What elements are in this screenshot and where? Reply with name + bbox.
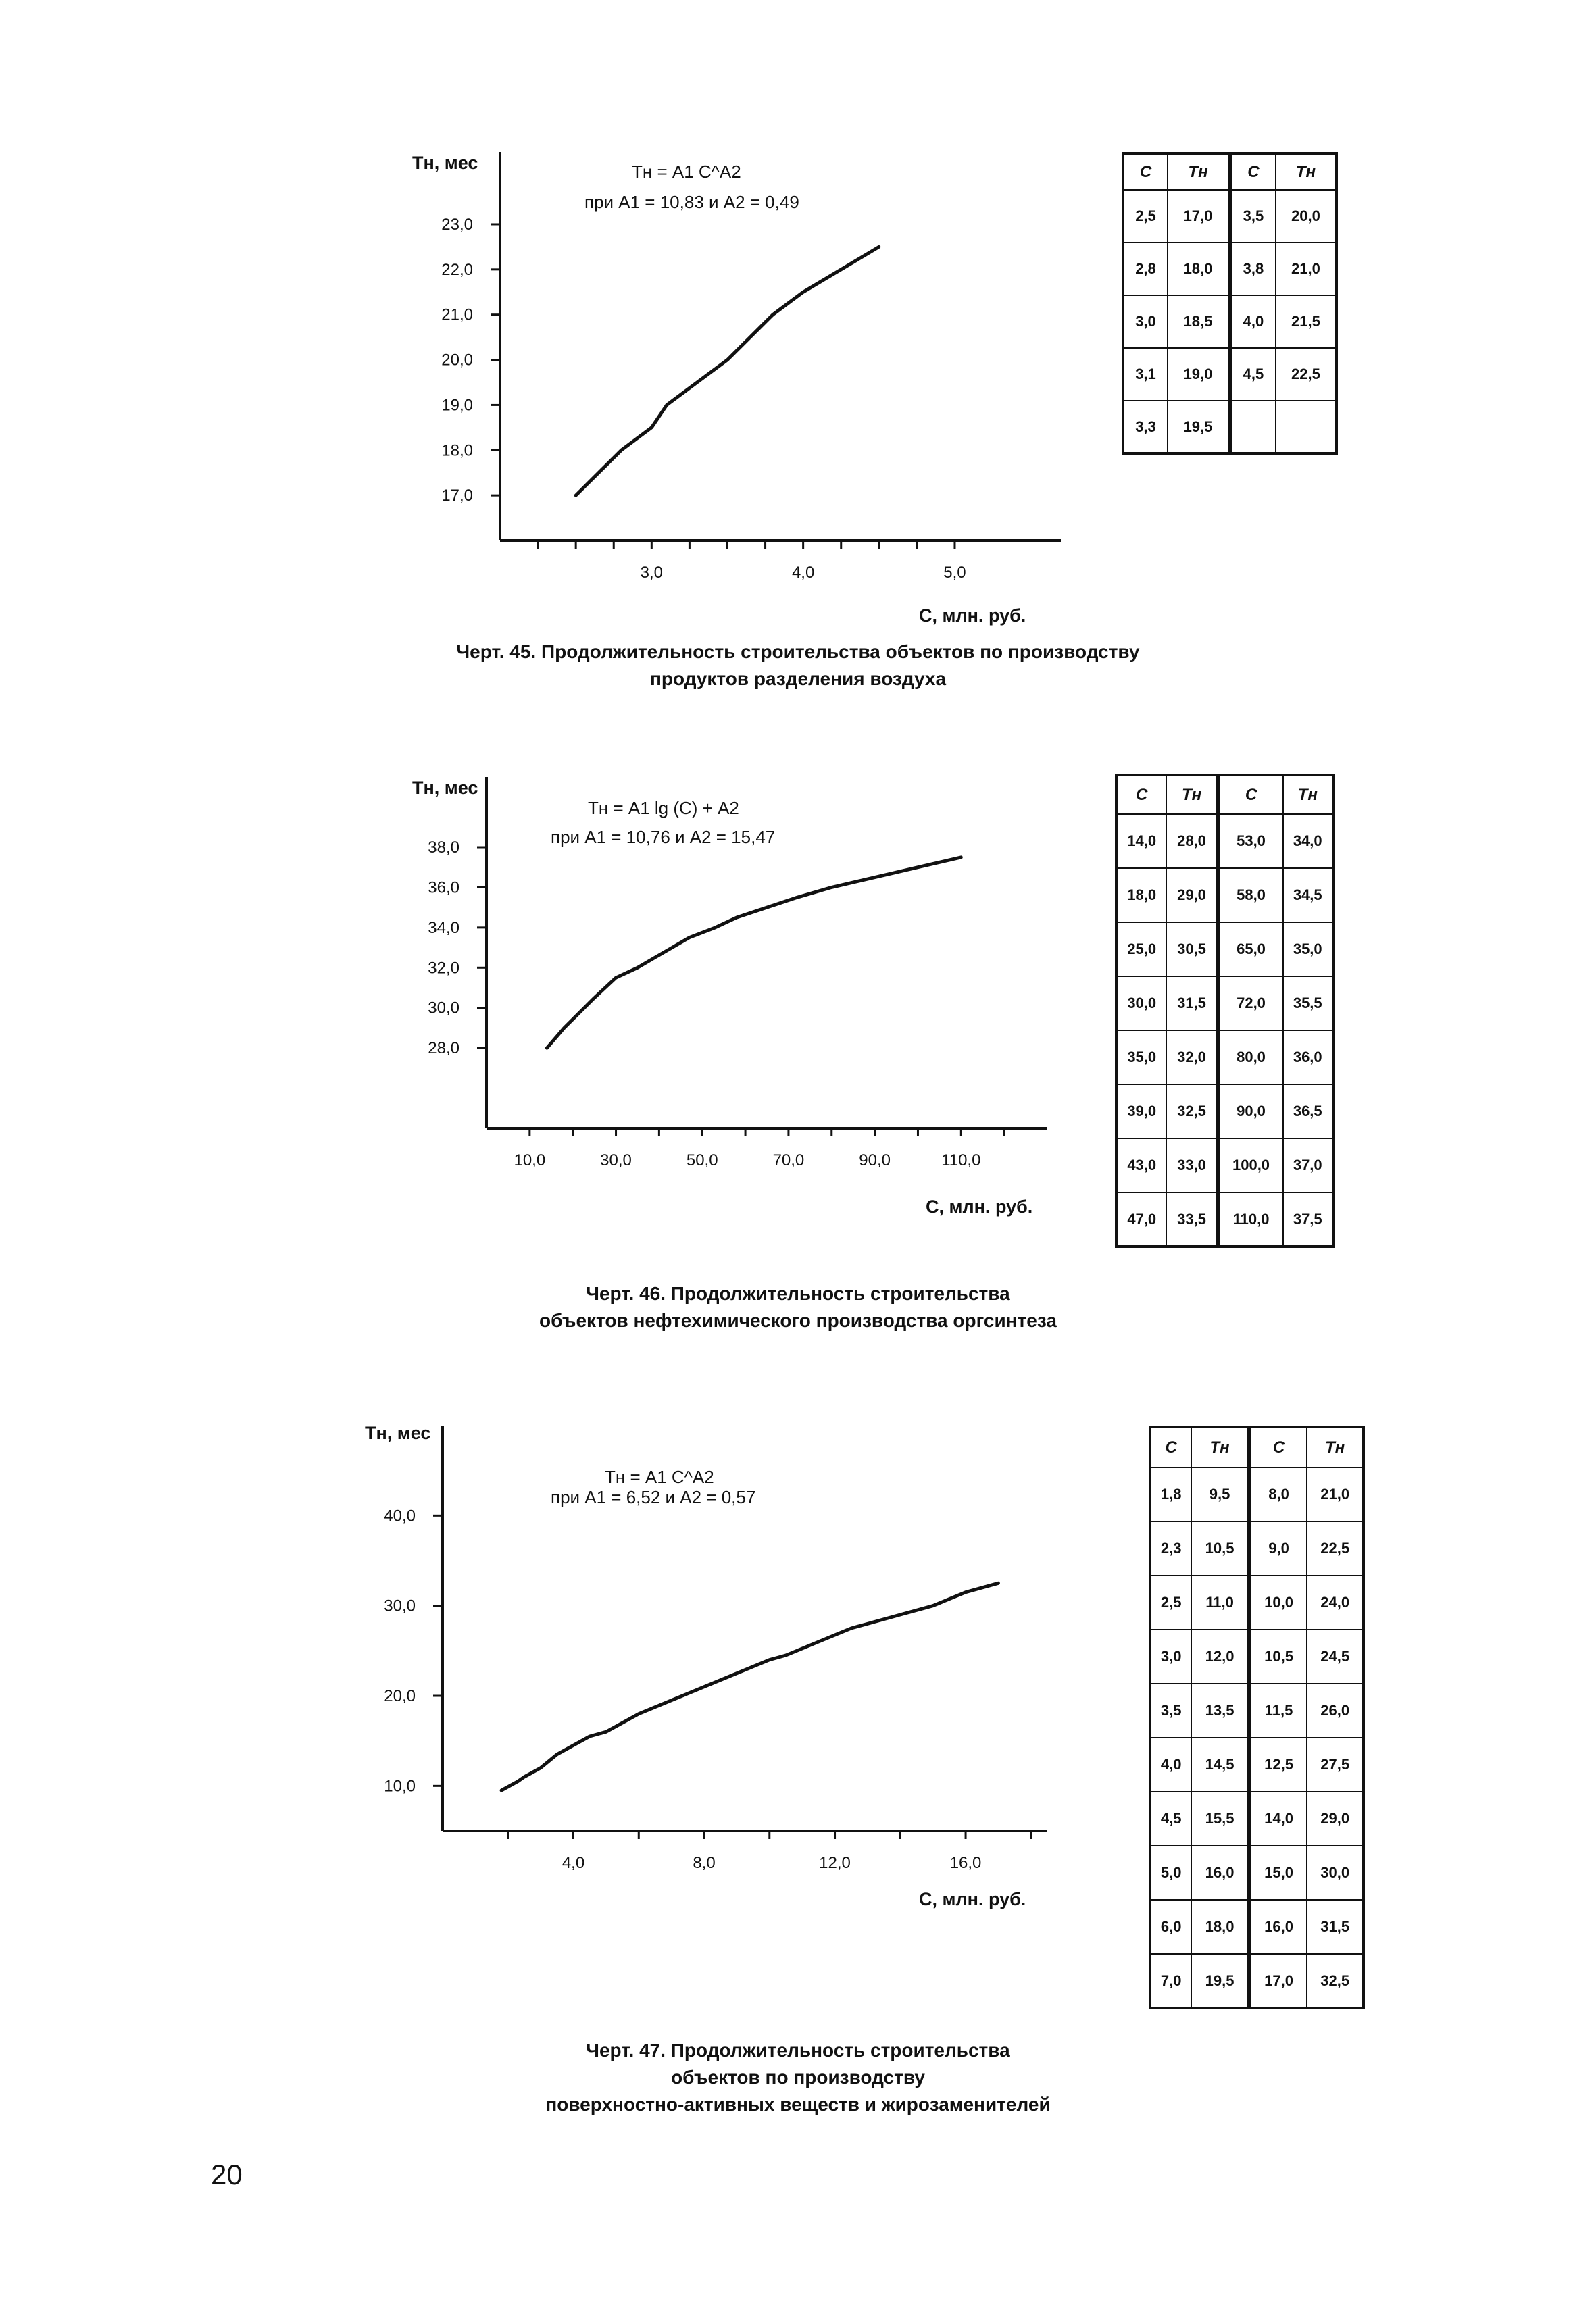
table-cell: 29,0 [1307,1792,1364,1846]
table-row [1150,1900,1364,1954]
table-row [1150,1467,1364,1521]
table-cell: 110,0 [1218,1192,1283,1247]
table-cell: 24,0 [1307,1576,1364,1630]
figure-caption: Черт. 45. Продолжительность строительства объектов по производству продуктов разделения воздуха [456,641,1140,689]
formula: Тн = А1 lg (С) + А2 [588,798,739,818]
table-cell: 65,0 [1218,922,1283,976]
table-cell: 19,0 [1168,348,1230,401]
table-cell: 14,5 [1191,1738,1249,1792]
table-cell: 17,0 [1249,1954,1307,2008]
table-header-cell: Тн [1168,153,1230,190]
table-row [1116,814,1333,868]
table-cell: 30,0 [1307,1846,1364,1900]
table-cell: 34,0 [1283,814,1334,868]
table-row [1150,1846,1364,1900]
table-cell: 31,5 [1166,976,1218,1030]
table-cell: 25,0 [1116,922,1166,976]
table-cell: 20,0 [1276,190,1337,243]
table-cell: 16,0 [1191,1846,1249,1900]
y-tick-label: 30,0 [384,1596,416,1615]
data-table-45 [1122,152,1338,455]
table-header-row [1116,775,1333,814]
y-tick-label: 20,0 [384,1687,416,1705]
y-tick-label: 10,0 [384,1777,416,1796]
table-cell: 15,0 [1249,1846,1307,1900]
table-row [1123,348,1337,401]
table-cell [1276,401,1337,453]
table-cell: 9,5 [1191,1467,1249,1521]
table-cell: 18,5 [1168,295,1230,348]
table-cell: 11,0 [1191,1576,1249,1630]
table-cell: 58,0 [1218,868,1283,922]
table-row [1116,1138,1333,1192]
table-row [1116,1084,1333,1138]
table-cell: 28,0 [1166,814,1218,868]
table-header-cell: Тн [1191,1427,1249,1467]
table-cell: 90,0 [1218,1084,1283,1138]
table-cell: 14,0 [1249,1792,1307,1846]
x-tick-label: 50,0 [686,1151,718,1169]
table-cell: 21,0 [1276,243,1337,295]
table-cell: 35,0 [1116,1030,1166,1084]
table-row [1150,1792,1364,1846]
x-tick-label: 3,0 [640,563,664,582]
table-cell: 4,5 [1150,1792,1191,1846]
table-cell: 39,0 [1116,1084,1166,1138]
table-header-cell: Тн [1307,1427,1364,1467]
table-cell: 22,5 [1276,348,1337,401]
x-tick-label: 30,0 [600,1151,632,1169]
table-cell: 53,0 [1218,814,1283,868]
y-axis-label: Тн, мес [412,153,478,173]
table-cell: 10,5 [1249,1630,1307,1684]
table-cell: 21,0 [1307,1467,1364,1521]
x-tick-label: 90,0 [859,1151,891,1169]
table-cell: 29,0 [1166,868,1218,922]
table-cell: 3,0 [1150,1630,1191,1684]
table-cell: 18,0 [1116,868,1166,922]
x-axis-label: С, млн. руб. [919,1889,1026,1909]
table-row [1116,922,1333,976]
table-cell: 43,0 [1116,1138,1166,1192]
table-cell: 1,8 [1150,1467,1191,1521]
y-tick-label: 18,0 [441,441,473,460]
table-cell: 16,0 [1249,1900,1307,1954]
formula: Тн = А1 С^А2 [605,1467,714,1487]
table-header-row [1150,1427,1364,1467]
x-tick-label: 110,0 [941,1151,981,1169]
table-row [1116,1192,1333,1247]
table-row [1123,190,1337,243]
table-cell: 26,0 [1307,1684,1364,1738]
table-cell: 27,5 [1307,1738,1364,1792]
table-cell: 32,5 [1166,1084,1218,1138]
table-cell: 19,5 [1168,401,1230,453]
y-tick-label: 40,0 [384,1507,416,1526]
table-header-cell: C [1230,153,1276,190]
y-tick-label: 34,0 [428,918,459,937]
table-cell: 12,0 [1191,1630,1249,1684]
table-header-cell: C [1116,775,1166,814]
table-cell: 37,0 [1283,1138,1334,1192]
table-cell: 35,0 [1283,922,1334,976]
table-cell: 3,8 [1230,243,1276,295]
table-row [1116,1030,1333,1084]
y-axis-label: Тн, мес [365,1423,431,1443]
table-row [1150,1738,1364,1792]
table-header-row [1123,153,1337,190]
table-row [1150,1684,1364,1738]
y-tick-label: 32,0 [428,959,459,978]
table-row [1123,243,1337,295]
table-row [1150,1630,1364,1684]
table-row [1150,1521,1364,1576]
figure-caption: Черт. 46. Продолжительность строительства объектов нефтехимического производства оргсинтеза [539,1283,1057,1331]
x-tick-label: 5,0 [943,563,966,582]
table-row [1123,401,1337,453]
table-cell: 10,5 [1191,1521,1249,1576]
x-tick-label: 12,0 [819,1854,851,1872]
table-cell: 2,3 [1150,1521,1191,1576]
table-cell: 32,5 [1307,1954,1364,2008]
table-cell: 13,5 [1191,1684,1249,1738]
table-cell: 21,5 [1276,295,1337,348]
table-cell: 19,5 [1191,1954,1249,2008]
y-tick-label: 38,0 [428,838,459,857]
x-tick-label: 4,0 [791,563,815,582]
table-cell: 72,0 [1218,976,1283,1030]
x-tick-label: 8,0 [693,1854,716,1872]
table-cell: 18,0 [1191,1900,1249,1954]
table-cell: 100,0 [1218,1138,1283,1192]
table-header-cell: C [1249,1427,1307,1467]
table-cell: 47,0 [1116,1192,1166,1247]
table-header-cell: Тн [1166,775,1218,814]
table-cell: 4,0 [1230,295,1276,348]
table-header-cell: C [1123,153,1168,190]
table-cell: 4,5 [1230,348,1276,401]
table-header-cell: Тн [1276,153,1337,190]
table-cell: 2,5 [1123,190,1168,243]
x-tick-label: 10,0 [514,1151,546,1169]
table-cell: 4,0 [1150,1738,1191,1792]
y-tick-label: 30,0 [428,999,459,1017]
y-tick-label: 36,0 [428,878,459,897]
table-cell: 7,0 [1150,1954,1191,2008]
formula-params: при А1 = 6,52 и А2 = 0,57 [551,1487,756,1507]
table-row [1123,295,1337,348]
data-table-47 [1149,1426,1365,2009]
y-tick-label: 23,0 [441,215,473,234]
table-row [1150,1954,1364,2008]
table-row [1116,868,1333,922]
table-cell: 34,5 [1283,868,1334,922]
table-cell: 9,0 [1249,1521,1307,1576]
table-cell: 11,5 [1249,1684,1307,1738]
x-tick-label: 16,0 [949,1854,982,1872]
table-cell: 33,5 [1166,1192,1218,1247]
series-line [501,1583,998,1790]
y-tick-label: 17,0 [441,486,473,505]
table-cell: 6,0 [1150,1900,1191,1954]
y-tick-label: 21,0 [441,305,473,324]
x-axis-label: С, млн. руб. [919,605,1026,626]
table-cell: 37,5 [1283,1192,1334,1247]
table-cell: 10,0 [1249,1576,1307,1630]
x-tick-label: 4,0 [562,1854,585,1872]
table-cell: 17,0 [1168,190,1230,243]
table-cell: 3,5 [1150,1684,1191,1738]
y-axis-label: Тн, мес [412,778,478,798]
table-cell: 3,1 [1123,348,1168,401]
table-cell: 2,8 [1123,243,1168,295]
figure-caption: Черт. 47. Продолжительность строительства объектов по производству поверхностно-активных веществ и жирозаменителей [545,2040,1051,2115]
table-cell: 31,5 [1307,1900,1364,1954]
table-cell: 18,0 [1168,243,1230,295]
table-header-cell: Тн [1283,775,1334,814]
table-cell: 14,0 [1116,814,1166,868]
table-cell: 3,3 [1123,401,1168,453]
y-tick-label: 20,0 [441,351,473,370]
page-number: 20 [211,2159,243,2190]
table-cell: 3,0 [1123,295,1168,348]
table-cell: 2,5 [1150,1576,1191,1630]
table-cell: 30,0 [1116,976,1166,1030]
table-cell: 24,5 [1307,1630,1364,1684]
x-axis-label: С, млн. руб. [926,1197,1033,1217]
table-row [1116,976,1333,1030]
formula-params: при А1 = 10,83 и А2 = 0,49 [584,192,799,212]
table-cell: 22,5 [1307,1521,1364,1576]
y-tick-label: 28,0 [428,1039,459,1058]
table-header-cell: C [1150,1427,1191,1467]
table-cell: 36,5 [1283,1084,1334,1138]
table-cell: 12,5 [1249,1738,1307,1792]
table-cell: 33,0 [1166,1138,1218,1192]
y-tick-label: 22,0 [441,260,473,279]
formula: Тн = А1 С^А2 [632,161,741,182]
table-cell: 30,5 [1166,922,1218,976]
table-cell: 8,0 [1249,1467,1307,1521]
x-tick-label: 70,0 [772,1151,805,1169]
table-cell: 15,5 [1191,1792,1249,1846]
table-cell: 5,0 [1150,1846,1191,1900]
table-cell: 32,0 [1166,1030,1218,1084]
y-tick-label: 19,0 [441,396,473,415]
table-cell: 80,0 [1218,1030,1283,1084]
table-row [1150,1576,1364,1630]
table-header-cell: C [1218,775,1283,814]
formula-params: при А1 = 10,76 и А2 = 15,47 [551,827,776,847]
table-cell: 36,0 [1283,1030,1334,1084]
table-cell [1230,401,1276,453]
table-cell: 3,5 [1230,190,1276,243]
table-cell: 35,5 [1283,976,1334,1030]
